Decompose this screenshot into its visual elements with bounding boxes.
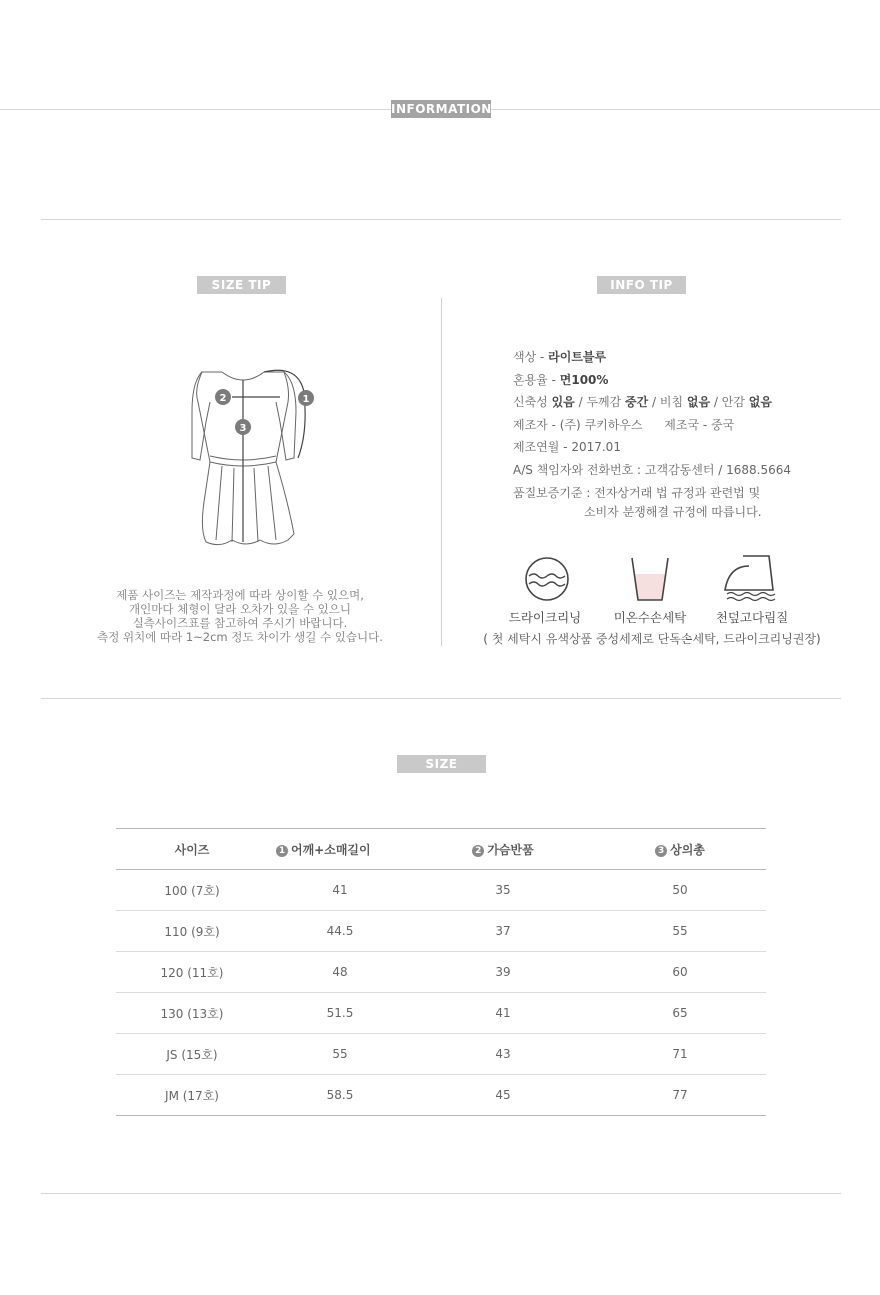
size-tip-badge: SIZE TIP [197, 276, 286, 294]
sleeve-measure-curve [264, 370, 305, 458]
color-row: 색상 - 라이트블루 [513, 350, 607, 364]
size-note-line: 실측사이즈표를 참고하여 주시기 바랍니다. [132, 616, 348, 630]
table-row: 100 (7호) 41 35 50 [116, 870, 766, 911]
care-label-dry-clean: 드라이크리닝 [508, 610, 582, 625]
table-row: 110 (9호) 44.5 37 55 [116, 911, 766, 952]
country: 제조국 - 중국 [664, 417, 735, 432]
as-row: A/S 책임자와 전화번호 : 고객감동센터 / 1688.5664 [513, 462, 792, 477]
size-table-header [116, 829, 766, 870]
size-table [116, 828, 766, 1116]
fabric-row: 혼용율 - 면100% [513, 372, 609, 387]
size-note-line: 개인마다 체형이 달라 오차가 있을 수 있으니 [129, 602, 351, 616]
quality-row-2: 소비자 분쟁해결 규정에 따릅니다. [584, 505, 762, 520]
table-row: JM (17호) 58.5 45 77 [116, 1075, 766, 1116]
table-row: 120 (11호) 48 39 60 [116, 952, 766, 993]
info-tip-badge: INFO TIP [597, 276, 686, 294]
marker-2: 2 [219, 393, 227, 404]
section-divider-bottom [41, 1193, 841, 1194]
care-label-hand-wash: 미온수손세탁 [613, 610, 687, 625]
table-row: 130 (13호) 51.5 41 65 [116, 993, 766, 1034]
maker: 제조자 - (주) 쿠키하우스 [513, 417, 643, 432]
section-divider-top [41, 219, 841, 220]
marker-3: 3 [239, 423, 247, 434]
header-chest: 2 가슴반품 [412, 829, 594, 870]
color-value: 라이트블루 [548, 350, 607, 364]
size-note-line: 측정 위치에 따라 1~2cm 정도 차이가 생길 수 있습니다. [97, 630, 383, 644]
quality-row-1: 품질보증기준 : 전자상거래 법 규정과 관련법 및 [513, 485, 761, 500]
dress-neckline [222, 372, 264, 380]
header-size: 사이즈 [116, 829, 268, 870]
fabric-value: 면100% [559, 372, 609, 387]
iron-with-cloth-icon [721, 552, 781, 602]
dry-clean-icon [522, 554, 572, 604]
size-badge: SIZE [397, 755, 486, 773]
info-list [513, 346, 791, 520]
column-divider [441, 298, 442, 646]
maker-row [513, 414, 791, 437]
section-divider-middle [41, 698, 841, 699]
marker-1: 1 [302, 394, 310, 405]
table-row: JS (15호) 55 43 71 [116, 1034, 766, 1075]
header-length: 3 상의총 [594, 829, 766, 870]
dress-measurement-diagram [180, 362, 320, 552]
care-note: ( 첫 세탁시 유색상품 중성세제로 단독손세탁, 드라이크리닝권장) [483, 632, 821, 646]
lukewarm-hand-wash-icon [628, 554, 672, 604]
size-note [60, 588, 420, 644]
dress-bodice [197, 372, 294, 545]
information-badge: INFORMATION [391, 102, 492, 116]
care-label-iron: 천덮고다림질 [715, 610, 789, 625]
header-sleeve: 1 어깨+소매길이 [268, 829, 412, 870]
properties-row: 신축성 있음 / 두께감 중간 / 비침 없음 / 안감 없음 [513, 395, 772, 410]
size-note-line: 제품 사이즈는 제작과정에 따라 상이할 수 있으며, [116, 588, 364, 602]
date-row: 제조연월 - 2017.01 [513, 440, 621, 455]
